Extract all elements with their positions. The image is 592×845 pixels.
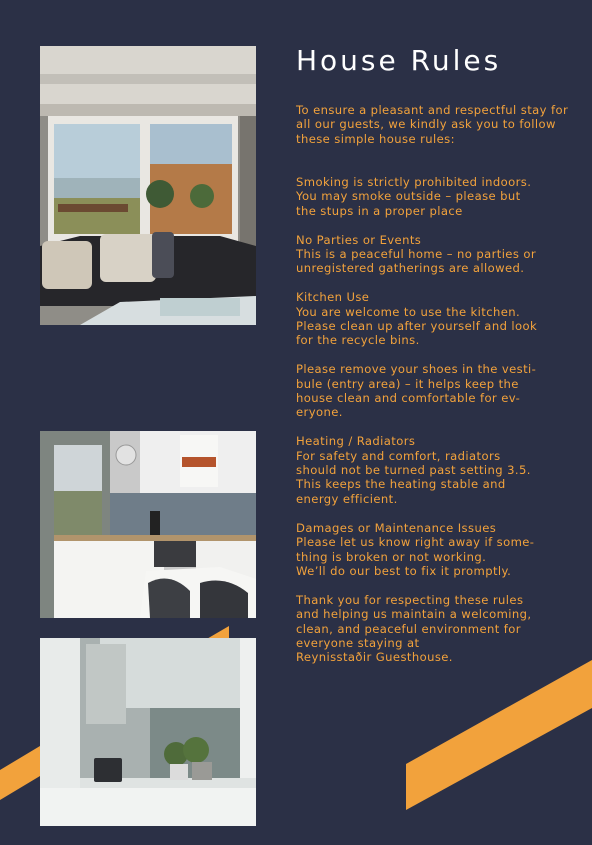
rule-line: unregistered gatherings are allowed.: [296, 261, 525, 276]
rule-line: everyone staying at: [296, 635, 420, 650]
closing-paragraph: [296, 593, 582, 665]
rule-line: We’ll do our best to fix it promptly.: [296, 563, 512, 578]
rules-text: [296, 103, 582, 679]
rule-parties: [296, 233, 582, 276]
living-room-photo: [40, 46, 256, 325]
rule-line: For safety and comfort, radiators: [296, 448, 501, 463]
rule-line: Please remove your shoes in the vesti-: [296, 362, 537, 377]
rule-line: This is a peaceful home – no parties or: [296, 247, 537, 262]
rule-line: thing is broken or not working.: [296, 549, 487, 564]
rule-damages: [296, 521, 582, 579]
rule-heading: Damages or Maintenance Issues: [296, 520, 497, 535]
rule-line: You are welcome to use the kitchen.: [296, 304, 521, 319]
rule-line: the stups in a proper place: [296, 203, 463, 218]
orange-stripe-bottom-right: [400, 660, 592, 810]
rule-line: house clean and comfortable for ev-: [296, 391, 521, 406]
rule-line: Thank you for respecting these rules: [296, 592, 524, 607]
rule-heating: [296, 434, 582, 506]
rule-line: You may smoke outside – please but: [296, 189, 521, 204]
rule-smoking: [296, 175, 582, 218]
rule-line: bule (entry area) – it helps keep the: [296, 376, 519, 391]
rule-shoes: [296, 362, 582, 420]
rule-line: This keeps the heating stable and: [296, 477, 506, 492]
rule-line: Please let us know right away if some-: [296, 535, 535, 550]
rule-line: for the recycle bins.: [296, 333, 420, 348]
rule-heading: No Parties or Events: [296, 232, 422, 247]
rule-kitchen: [296, 290, 582, 348]
page-title: House Rules: [296, 44, 502, 77]
rule-line: Reynisstaðir Guesthouse.: [296, 650, 453, 665]
rule-line: Smoking is strictly prohibited indoors.: [296, 175, 532, 190]
rule-heading: Heating / Radiators: [296, 434, 416, 449]
rule-heading: Kitchen Use: [296, 290, 370, 305]
rule-line: and helping us maintain a welcoming,: [296, 607, 532, 622]
rule-line: eryone.: [296, 405, 343, 420]
rule-line: clean, and peaceful environment for: [296, 621, 521, 636]
rule-line: Please clean up after yourself and look: [296, 319, 538, 334]
intro-paragraph: To ensure a pleasant and respectful stay for all our guests, we kindly ask you to follow these simple house rules:: [296, 103, 569, 146]
rule-line: energy efficient.: [296, 491, 398, 506]
kitchen-photo: [40, 431, 256, 618]
window-sill-photo: [40, 638, 256, 826]
rule-line: should not be turned past setting 3.5.: [296, 463, 531, 478]
